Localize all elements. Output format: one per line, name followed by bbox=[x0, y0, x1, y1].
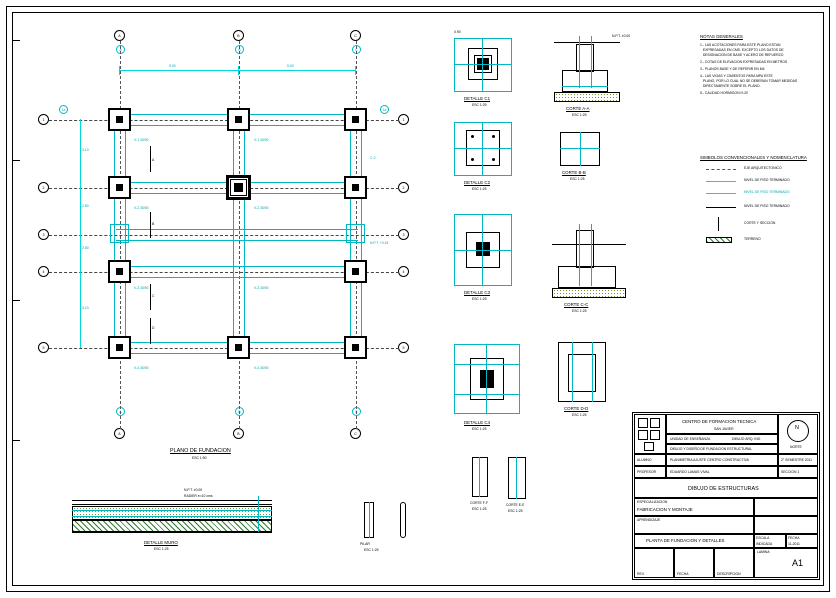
dim-tick-top-2 bbox=[238, 66, 239, 75]
section-e-rebar bbox=[516, 457, 517, 499]
alumno-value: PLANIMETRIA AJUSTE CENTRO CONSTRUCTIVA bbox=[670, 458, 749, 462]
pilar-side-view bbox=[400, 502, 406, 538]
seccion-value: SECCION 1 bbox=[781, 470, 800, 474]
column-C2 bbox=[352, 184, 359, 191]
especializacion-label: ESPECIALIZACION bbox=[637, 500, 668, 504]
detail-c2-dot1 bbox=[471, 135, 474, 138]
detail-c2-label: DETALLE C2 bbox=[464, 180, 491, 185]
section-e-outer bbox=[508, 457, 526, 499]
section-marker-A: A bbox=[152, 158, 155, 162]
column-A1 bbox=[116, 116, 123, 123]
profesor-value: EDUARDO LAMAS VIVAL bbox=[670, 470, 710, 474]
revision-text-2: FECHA bbox=[677, 572, 689, 576]
section-cut-line-C bbox=[150, 284, 151, 310]
dim-line-left bbox=[80, 119, 81, 348]
plan-note-4: V-2 30/50 bbox=[254, 206, 269, 210]
section-c-c bbox=[548, 218, 648, 318]
notes-line-5: 3.- PLANOS BASE Y DE REFERIR EN M4 bbox=[700, 67, 765, 71]
wall-detail-note-2: RADIER e=10 cms bbox=[184, 494, 213, 498]
wall-detail-label: DETALLE MURO bbox=[144, 540, 178, 545]
logo-mark-1 bbox=[638, 418, 648, 428]
grid-bubble-C-bottom: C bbox=[350, 428, 361, 439]
section-a-rebar-2 bbox=[591, 36, 592, 88]
plan-note-1: V-1 30/50 bbox=[134, 138, 149, 142]
legend-symbol-npt1 bbox=[706, 181, 736, 182]
pilar-label: PILAR bbox=[360, 542, 370, 546]
title-block bbox=[632, 412, 820, 580]
grid-bubble-4-right: 4 bbox=[398, 266, 409, 277]
detail-c2-rebar-h bbox=[454, 148, 512, 149]
grid-bubble-5-right: 5 bbox=[398, 342, 409, 353]
grid-bubble-A-top-sub: A bbox=[116, 45, 125, 54]
notes-line-8: DIRECTAMENTE SOBRE EL PLANO. bbox=[700, 84, 761, 88]
dim-label-left-2: 2.80 bbox=[82, 204, 89, 208]
section-a-note: N.P.T. ±0.00 bbox=[612, 34, 631, 38]
grid-bubble-3-right: 3 bbox=[398, 229, 409, 240]
detail-c2-dot3 bbox=[471, 158, 474, 161]
wall-detail-mesh-2 bbox=[72, 516, 272, 517]
detail-c3-scale: ESC 1:25 bbox=[472, 297, 487, 301]
fecha-value: 11-2011 bbox=[788, 542, 800, 546]
detail-small-rebar bbox=[479, 457, 480, 497]
legend-label-2: NIVEL DE PISO TERMINADO bbox=[744, 190, 790, 194]
pedestal-C3 bbox=[346, 224, 365, 243]
binding-mark-2 bbox=[12, 160, 20, 161]
legend-block bbox=[700, 155, 820, 275]
grid-bubble-B-bottom: B bbox=[233, 428, 244, 439]
section-c-scale: ESC 1:25 bbox=[572, 309, 587, 313]
section-a-label: CORTE A-A bbox=[566, 106, 590, 111]
beam-v-B2 bbox=[244, 114, 245, 354]
unidad-label: UNIDAD DE ENSEÑANZA bbox=[670, 437, 711, 441]
section-b-scale: ESC 1:25 bbox=[570, 177, 585, 181]
notes-line-4: 2.- COTAS DE ELEVACION EXPRESADAS EN METROS bbox=[700, 60, 788, 64]
revision-text-1: REV. bbox=[637, 572, 645, 576]
north-label: NORTE bbox=[790, 445, 802, 449]
column-C1 bbox=[352, 116, 359, 123]
grid-bubble-1-right-sub: 1a bbox=[380, 105, 389, 114]
grid-bubble-1-left: 1 bbox=[38, 114, 49, 125]
grid-bubble-C-bot-sub: C bbox=[352, 407, 361, 416]
footing-B3-mid bbox=[230, 179, 247, 196]
section-b-b bbox=[550, 128, 640, 188]
detail-small-outer bbox=[472, 457, 488, 497]
pilar-rebar bbox=[369, 502, 370, 538]
legend-symbol-cut bbox=[718, 217, 719, 231]
section-marker-B: B bbox=[152, 222, 155, 226]
grid-bubble-C-top: C bbox=[350, 30, 361, 41]
grid-bubble-1-right: 1 bbox=[398, 114, 409, 125]
grid-bubble-A-bottom: A bbox=[114, 428, 125, 439]
lamina-value: A1 bbox=[792, 558, 804, 568]
detail-c4-label: DETALLE C4 bbox=[464, 420, 491, 425]
detail-c2-dot4 bbox=[492, 158, 495, 161]
aprendizaje-label: APRENDIZAJE bbox=[637, 518, 661, 522]
revision-text-3: DESCRIPCION bbox=[717, 572, 741, 576]
dim-tick-top-3 bbox=[355, 66, 356, 75]
dim-tick-top-1 bbox=[119, 66, 120, 75]
legend-label-5: TERRENO bbox=[744, 237, 761, 241]
lamina-label: LAMINA bbox=[757, 550, 770, 554]
section-e-scale: ESC 1:25 bbox=[508, 509, 523, 513]
section-c-footing bbox=[558, 266, 616, 288]
wall-detail-scale: ESC 1:25 bbox=[154, 547, 169, 551]
detail-c1-label: DETALLE C1 bbox=[464, 96, 491, 101]
detail-c1 bbox=[448, 30, 528, 114]
section-d-rebar-v2 bbox=[592, 342, 593, 402]
section-c-soil bbox=[552, 288, 626, 298]
detail-c4-scale: ESC 1:25 bbox=[472, 427, 487, 431]
legend-symbol-npt2 bbox=[706, 193, 736, 194]
notes-line-3: DESIGNACION DE BASE Y ACERO DE REFUERZO bbox=[700, 53, 784, 57]
logo-mark-2 bbox=[650, 418, 660, 428]
column-A2 bbox=[116, 184, 123, 191]
grid-bubble-2-right: 2 bbox=[398, 182, 409, 193]
detail-c4-core bbox=[480, 370, 494, 388]
column-A5 bbox=[116, 344, 123, 351]
plan-note-7: V-4 30/50 bbox=[134, 366, 149, 370]
legend-symbol-axis bbox=[706, 169, 736, 170]
notes-line-6: 4.- LAS VIGAS Y CIMIENTOS PARA MPA ESTE bbox=[700, 74, 773, 78]
detail-small-label: CORTE F-F bbox=[470, 501, 489, 505]
section-marker-C: C bbox=[152, 294, 155, 298]
wall-detail-slab-top bbox=[72, 504, 272, 505]
legend-heading: SIMBOLOS CONVENCIONALES Y NOMENCLATURA bbox=[700, 155, 807, 160]
grid-bubble-A-top: A bbox=[114, 30, 125, 41]
detail-c1-dim: 0.90 bbox=[454, 30, 461, 34]
org-sub: SAN JAVIER bbox=[714, 427, 734, 431]
detail-c3-rebar-v bbox=[482, 214, 483, 286]
plan-note-9: N.P.T. +0.15 bbox=[370, 241, 389, 245]
legend-symbol-npt3 bbox=[706, 207, 736, 208]
plan-scale: ESC 1:50 bbox=[192, 456, 207, 460]
logo-mark-4 bbox=[650, 430, 660, 440]
notes-line-2: EXPRESADAS EN CMS. EXCEPTO LOS DATOS DE bbox=[700, 48, 784, 52]
detail-c1-rebar-h bbox=[454, 64, 512, 65]
planname-value: PLANTA DE FUNDACION Y DETALLES bbox=[646, 538, 725, 543]
dim-label-top-1: 5.00 bbox=[169, 64, 176, 68]
beam-h-3b bbox=[116, 240, 358, 241]
wall-detail bbox=[62, 486, 292, 566]
detail-c2-scale: ESC 1:25 bbox=[472, 187, 487, 191]
fecha-label: FECHA bbox=[788, 536, 800, 540]
notes-line-9: 5.- CALIDAD HORMIGON H-20 bbox=[700, 91, 748, 95]
beam-h-4b bbox=[116, 277, 358, 278]
grid-bubble-B-top: B bbox=[233, 30, 244, 41]
section-e-label: CORTE E-E bbox=[506, 503, 525, 507]
detail-c4-rebar-h2 bbox=[454, 394, 520, 395]
wall-detail-mesh-1 bbox=[72, 510, 272, 511]
column-B5 bbox=[235, 344, 242, 351]
binding-mark-4 bbox=[12, 440, 20, 441]
logo-mark-5 bbox=[644, 442, 654, 451]
grid-bubble-A-bot-sub: A bbox=[116, 407, 125, 416]
section-a-stirrup bbox=[562, 86, 608, 87]
detail-small-scale: ESC 1:25 bbox=[472, 507, 487, 511]
legend-symbol-terrain bbox=[706, 237, 732, 243]
detail-c1-scale: ESC 1:25 bbox=[472, 103, 487, 107]
section-cut-line-A bbox=[150, 146, 151, 172]
grid-bubble-2-left: 2 bbox=[38, 182, 49, 193]
column-C4 bbox=[352, 268, 359, 275]
legend-label-0: EJE ARQUITECTONICO bbox=[744, 166, 782, 170]
pedestal-A3 bbox=[110, 224, 129, 243]
grid-bubble-3-left: 3 bbox=[38, 229, 49, 240]
detail-small-bottom bbox=[468, 455, 508, 515]
escala-label: ESCALA bbox=[756, 536, 770, 540]
binding-mark-3 bbox=[12, 300, 20, 301]
column-A4 bbox=[116, 268, 123, 275]
detail-c3-rebar-h bbox=[454, 250, 512, 251]
wall-detail-top bbox=[72, 500, 272, 501]
section-a-rebar-1 bbox=[579, 36, 580, 88]
beam-v-B1 bbox=[233, 114, 234, 354]
org-name: CENTRO DE FORMACION TECNICA bbox=[682, 419, 757, 424]
plan-note-2: V-1 30/50 bbox=[254, 138, 269, 142]
plan-note-8: V-4 30/50 bbox=[254, 366, 269, 370]
section-d-scale: ESC 1:25 bbox=[572, 413, 587, 417]
pilar-scale: ESC 1:25 bbox=[364, 548, 379, 552]
section-b-label: CORTE B-B bbox=[562, 170, 586, 175]
notes-line-1: 1.- LAS ACOTACIONES PARA ESTE PLANO ESTAN bbox=[700, 43, 781, 47]
detail-c2 bbox=[448, 118, 528, 198]
section-a-soil bbox=[554, 92, 620, 102]
section-a-scale: ESC 1:25 bbox=[572, 113, 587, 117]
section-d-rebar-v1 bbox=[572, 342, 573, 402]
grid-bubble-B-bot-sub: B bbox=[235, 407, 244, 416]
wall-detail-base bbox=[72, 532, 272, 533]
binding-mark-1 bbox=[12, 40, 20, 41]
column-C5 bbox=[352, 344, 359, 351]
plan-note-6: V-3 30/50 bbox=[254, 286, 269, 290]
grid-bubble-4-left: 4 bbox=[38, 266, 49, 277]
grid-bubble-C-top-sub: C bbox=[352, 45, 361, 54]
legend-label-4: CORTE Y SECCION bbox=[744, 221, 776, 225]
subject-value: DIBUJO DE ESTRUCTURAS bbox=[688, 486, 759, 492]
detail-c2-rebar-v bbox=[482, 122, 483, 176]
wall-detail-riser bbox=[258, 496, 259, 532]
dim-label-left-3: 2.80 bbox=[82, 246, 89, 250]
wall-detail-fill bbox=[72, 506, 272, 520]
section-d-label: CORTE D-D bbox=[564, 406, 589, 411]
detail-c4 bbox=[448, 340, 538, 460]
legend-label-3: NIVEL DE PISO TERMINADO bbox=[744, 204, 790, 208]
column-B1 bbox=[235, 116, 242, 123]
aprendizaje-value bbox=[637, 525, 638, 530]
unidad-value: DIBUJO ARQ. ING bbox=[732, 437, 761, 441]
section-marker-D: D bbox=[152, 326, 155, 330]
section-d-d bbox=[552, 336, 632, 426]
profesor-label: PROFESOR bbox=[637, 470, 657, 474]
plan-note-10: C-2 bbox=[370, 156, 376, 160]
detail-c4-rebar-h1 bbox=[454, 364, 520, 365]
detail-c3-label: DETALLE C3 bbox=[464, 290, 491, 295]
dim-label-left-4: 3.10 bbox=[82, 306, 89, 310]
notes-line-7: PLANO, POR LO CUAL NO SE DEBERAN TOMAR MEDIDAS bbox=[700, 79, 798, 83]
detail-c4-rebar-v bbox=[486, 344, 487, 414]
dim-label-left-1: 3.10 bbox=[82, 148, 89, 152]
beam-h-4a bbox=[116, 266, 358, 267]
section-c-rebar-1 bbox=[579, 224, 580, 286]
logo-mark-3 bbox=[638, 430, 648, 440]
notes-block bbox=[700, 34, 820, 164]
grid-bubble-5-left: 5 bbox=[38, 342, 49, 353]
plan-note-3: V-2 30/50 bbox=[134, 206, 149, 210]
foundation-plan bbox=[40, 26, 410, 460]
north-letter: N bbox=[795, 425, 799, 431]
detail-c3 bbox=[448, 210, 528, 310]
detail-c2-dot2 bbox=[492, 135, 495, 138]
section-c-label: CORTE C-C bbox=[564, 302, 589, 307]
detail-c1-rebar-v bbox=[482, 38, 483, 92]
especializacion-blank bbox=[754, 498, 818, 516]
section-a-a bbox=[550, 30, 640, 120]
grid-bubble-1-left-sub: 1a bbox=[59, 105, 68, 114]
notes-heading: NOTAS GENERALES bbox=[700, 34, 743, 39]
dim-label-top-2: 5.00 bbox=[287, 64, 294, 68]
section-cut-line-D bbox=[150, 318, 151, 344]
section-b-rebar-v bbox=[580, 132, 581, 166]
modulo-value: DIBUJO Y DISEÑO DE FUNDACION ESTRUCTURAL bbox=[670, 447, 753, 451]
escala-value: INDICADA bbox=[756, 542, 773, 546]
plan-title: PLANO DE FUNDACION bbox=[170, 448, 231, 454]
detail-c3-core bbox=[476, 242, 490, 256]
grid-bubble-B-top-sub: B bbox=[235, 45, 244, 54]
alumno-label: ALUMNO bbox=[637, 458, 652, 462]
plan-note-5: V-3 30/50 bbox=[134, 286, 149, 290]
pilar-detail bbox=[358, 498, 428, 558]
section-a-footing bbox=[562, 70, 608, 92]
section-cut-line-B bbox=[150, 212, 151, 238]
section-a-ground-line bbox=[554, 42, 620, 43]
wall-detail-note-1: N.P.T. ±0.00 bbox=[184, 488, 203, 492]
section-e-e bbox=[504, 455, 554, 515]
semestre-value: 2° SEMESTRE 2011 bbox=[781, 458, 813, 462]
aprendizaje-blank bbox=[754, 516, 818, 534]
beam-h-3a bbox=[116, 229, 358, 230]
legend-label-1: NIVEL DE PISO TERMINADO bbox=[744, 178, 790, 182]
especializacion-value: FABRICACION Y MONTAJE bbox=[637, 507, 693, 512]
section-c-rebar-2 bbox=[591, 224, 592, 286]
wall-detail-terrain bbox=[72, 520, 272, 532]
